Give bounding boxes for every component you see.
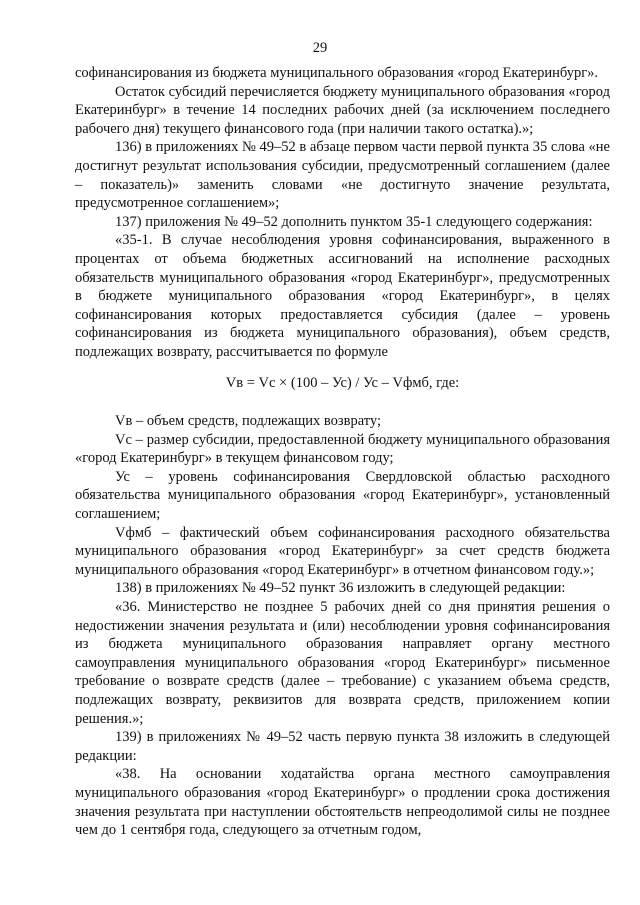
paragraph: 139) в приложениях № 49–52 часть первую пункта 38 изложить в следующей редакции: (75, 729, 610, 764)
paragraph: «38. На основании ходатайства органа местного самоуправления муниципального образования «город Екатеринбург» о продлении срока достижения значения результата при наступлении обстоятельств непреодолимой силы не позднее чем до 1 сентября года, следующего за отчетным годом, (75, 766, 610, 839)
document-body (75, 64, 610, 840)
paragraph: 138) в приложениях № 49–52 пункт 36 изложить в следующей редакции: (115, 580, 566, 597)
page-number: 29 (312, 40, 328, 56)
paragraph: Ус – уровень софинансирования Свердловской областью расходного обязательства муниципального образования «город Екатеринбург», установленный соглашением; (75, 468, 610, 523)
paragraph: Остаток субсидий перечисляется бюджету муниципального образования «город Екатеринбург» в течение 14 последних рабочих дней (за исключением последнего рабочего дня) текущего финансового года (при наличии такого остатка).»; (75, 83, 610, 137)
paragraph: Vс – размер субсидии, предоставленной бюджету муниципального образования «город Екатеринбург» в текущем финансовом году; (75, 431, 610, 467)
paragraph: софинансирования из бюджета муниципального образования «город Екатеринбург». (75, 65, 599, 81)
paragraph: 137) приложения № 49–52 дополнить пунктом 35-1 следующего содержания: (115, 213, 593, 230)
paragraph: Vв – объем средств, подлежащих возврату; (115, 413, 382, 430)
paragraph: «36. Министерство не позднее 5 рабочих дней со дня принятия решения о недостижении значения результата и (или) несоблюдении уровня софинансирования из бюджета муниципального образования направляет органу местного самоуправления муниципального образования «город Екатеринбург» письменное требование о возврате средств (далее – требование) с указанием объема средств, подлежащих возврату, реквизитов для возврата средств, приложением копии решения.»; (75, 599, 610, 727)
paragraph: 136) в приложениях № 49–52 в абзаце первом части первой пункта 35 слова «не достигнут результат использования субсидии, предусмотренный соглашением (далее – показатель)» заменить словами «не достигнуто значение результата, предусмотренное соглашением»; (75, 139, 610, 212)
paragraph: «35-1. В случае несоблюдения уровня софинансирования, выраженного в процентах от объема бюджетных ассигнований на исполнение расходных обязательств муниципального образования «город Екатеринбург», предусмотренных в бюджете муниципального образования «город Екатеринбург», в целях софинансирования которых предоставляется субсидия (далее – уровень софинансирования из бюджета муниципального образования), объем средств, подлежащих возврату, рассчитывается по формуле (75, 232, 610, 360)
paragraph: Vфмб – фактический объем софинансирования расходного обязательства муниципального образования «город Екатеринбург» за счет средств бюджета муниципального образования «город Екатеринбург» в отчетном финансовом году.»; (75, 524, 610, 578)
formula: Vв = Vс × (100 – Ус) / Ус – Vфмб, где: (225, 374, 460, 391)
